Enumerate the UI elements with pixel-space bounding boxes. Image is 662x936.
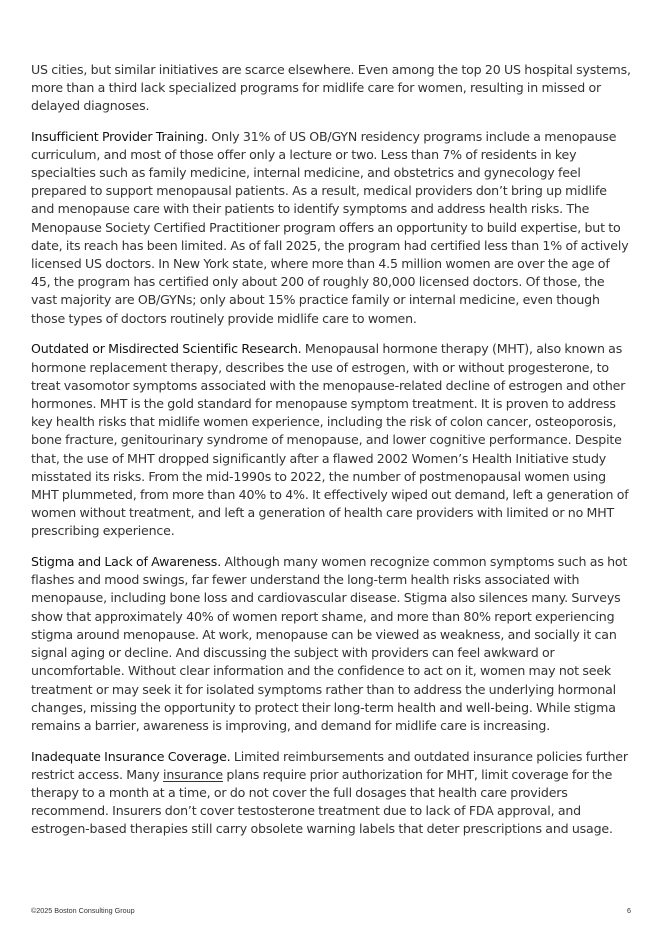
- section-heading: Insufficient Provider Training.: [31, 128, 208, 144]
- copyright-notice: ©2025 Boston Consulting Group: [31, 906, 135, 915]
- intro-paragraph: [31, 61, 631, 116]
- section-heading: Outdated or Misdirected Scientific Research.: [31, 341, 302, 357]
- intro-paragraph-text: US cities, but similar initiatives are scarce elsewhere. Even among the top 20 US hospital systems, more than a third lack specialized programs for midlife care for women, resulting in missed or delayed diagnoses.: [31, 62, 631, 114]
- insurance-link[interactable]: insurance: [163, 766, 223, 782]
- page-footer: [31, 906, 631, 918]
- section-body: Although many women recognize common symptoms such as hot flashes and mood swings, far fewer understand the long-term health risks associated with menopause, including bone loss and cardiovascular disease. Stigma also silences many. Surveys show that approximately 40% of women report shame, and more than 80% report experiencing stigma around menopause. At work, menopause can be viewed as weakness, and socially it can signal aging or decline. And discussing the subject with providers can feel awkward or uncomfortable. Without clear information and the confidence to act on it, women may not seek treatment or may seek it for isolated symptoms rather than to address the underlying hormonal changes, missing the opportunity to protect their long-term health and well-being. While stigma remains a barrier, awareness is improving, and demand for midlife care is increasing.: [31, 554, 628, 733]
- section-body-part-2: plans require prior authorization for MHT, limit coverage for the therapy to a month at a time, or do not cover the full dosages that health care providers recommend. Insurers don’t cover testosterone treatment due to lack of FDA approval, and estrogen-based therapies still carry obsolete warning labels that deter prescriptions and usage.: [31, 766, 613, 837]
- section-provider-training: [31, 128, 631, 328]
- section-body-part-1: Limited reimbursements and outdated insurance policies further restrict access. Many: [31, 748, 628, 782]
- section-scientific-research: [31, 340, 631, 540]
- section-heading: Inadequate Insurance Coverage.: [31, 748, 231, 764]
- document-body: [31, 61, 631, 851]
- section-heading: Stigma and Lack of Awareness.: [31, 554, 222, 570]
- section-insurance-coverage: [31, 748, 631, 839]
- section-body: Menopausal hormone therapy (MHT), also known as hormone replacement therapy, describes the use of estrogen, with or without progesterone, to treat vasomotor symptoms associated with the menopause-related decline of estrogen and other hormones. MHT is the gold standard for menopause symptom treatment. It is proven to address key health risks that midlife women experience, including the risk of colon cancer, osteoporosis, bone fracture, genitourinary syndrome of menopause, and lower cognitive performance. Despite that, the use of MHT dropped significantly after a flawed 2002 Women’s Health Initiative study misstated its risks. From the mid-1990s to 2022, the number of postmenopausal women using MHT plummeted, from more than 40% to 4%. It effectively wiped out demand, left a generation of women without treatment, and left a generation of health care providers with limited or no MHT prescribing experience.: [31, 341, 629, 539]
- page-number: 6: [627, 906, 631, 915]
- section-body: Only 31% of US OB/GYN residency programs include a menopause curriculum, and most of those offer only a lecture or two. Less than 7% of residents in key specialties such as family medicine, internal medicine, and obstetrics and gynecology feel prepared to support menopausal patients. As a result, medical providers don’t bring up midlife and menopause care with their patients to identify symptoms and address health risks. The Menopause Society Certified Practitioner program offers an opportunity to build expertise, but to date, its reach has been limited. As of fall 2025, the program had certified less than 1% of actively licensed US doctors. In New York state, where more than 4.5 million women are over the age of 45, the program has certified only about 200 of roughly 80,000 licensed doctors. Of those, the vast majority are OB/GYNs; only about 15% practice family or internal medicine, even though those types of doctors routinely provide midlife care to women.: [31, 128, 629, 326]
- section-stigma-awareness: [31, 553, 631, 735]
